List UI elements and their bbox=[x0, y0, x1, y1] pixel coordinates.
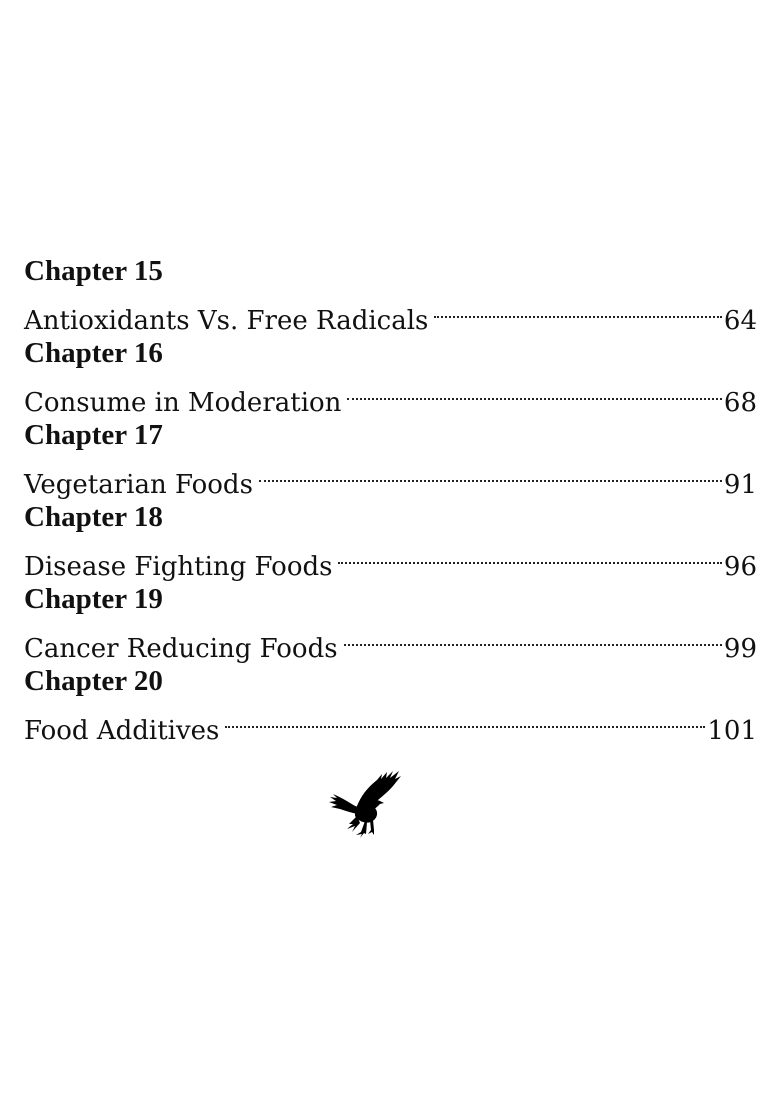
toc-line[interactable] bbox=[24, 699, 757, 746]
chapter-title: Vegetarian Foods bbox=[24, 470, 253, 500]
toc-entry-chapter-19 bbox=[24, 581, 757, 663]
page-number: 91 bbox=[723, 470, 757, 500]
page-number: 99 bbox=[723, 634, 757, 664]
table-of-contents bbox=[24, 253, 757, 745]
dot-leader bbox=[347, 371, 721, 411]
toc-line[interactable] bbox=[24, 453, 757, 500]
chapter-heading: Chapter 20 bbox=[24, 665, 163, 697]
chapter-title: Cancer Reducing Foods bbox=[24, 634, 338, 664]
dot-leader bbox=[338, 535, 721, 575]
chapter-title: Consume in Moderation bbox=[24, 388, 342, 418]
toc-entry-chapter-15 bbox=[24, 253, 757, 335]
chapter-heading: Chapter 17 bbox=[24, 419, 163, 451]
page-number: 64 bbox=[723, 306, 757, 336]
page-number: 101 bbox=[707, 716, 757, 746]
toc-line[interactable] bbox=[24, 617, 757, 664]
chapter-heading: Chapter 16 bbox=[24, 337, 163, 369]
toc-entry-chapter-20 bbox=[24, 663, 757, 745]
toc-entry-chapter-16 bbox=[24, 335, 757, 417]
page-number: 96 bbox=[723, 552, 757, 582]
chapter-title: Disease Fighting Foods bbox=[24, 552, 333, 582]
chapter-heading: Chapter 15 bbox=[24, 255, 163, 287]
toc-line[interactable] bbox=[24, 535, 757, 582]
toc-line[interactable] bbox=[24, 289, 757, 336]
chapter-heading: Chapter 19 bbox=[24, 583, 163, 615]
chapter-title: Food Additives bbox=[24, 716, 220, 746]
page-number: 68 bbox=[723, 388, 757, 418]
toc-line[interactable] bbox=[24, 371, 757, 418]
chapter-title: Antioxidants Vs. Free Radicals bbox=[24, 306, 429, 336]
dot-leader bbox=[434, 289, 722, 329]
toc-entry-chapter-17 bbox=[24, 417, 757, 499]
eagle-icon bbox=[327, 766, 403, 842]
dot-leader bbox=[225, 699, 705, 739]
dot-leader bbox=[259, 453, 722, 493]
toc-entry-chapter-18 bbox=[24, 499, 757, 581]
dot-leader bbox=[344, 617, 722, 657]
chapter-heading: Chapter 18 bbox=[24, 501, 163, 533]
